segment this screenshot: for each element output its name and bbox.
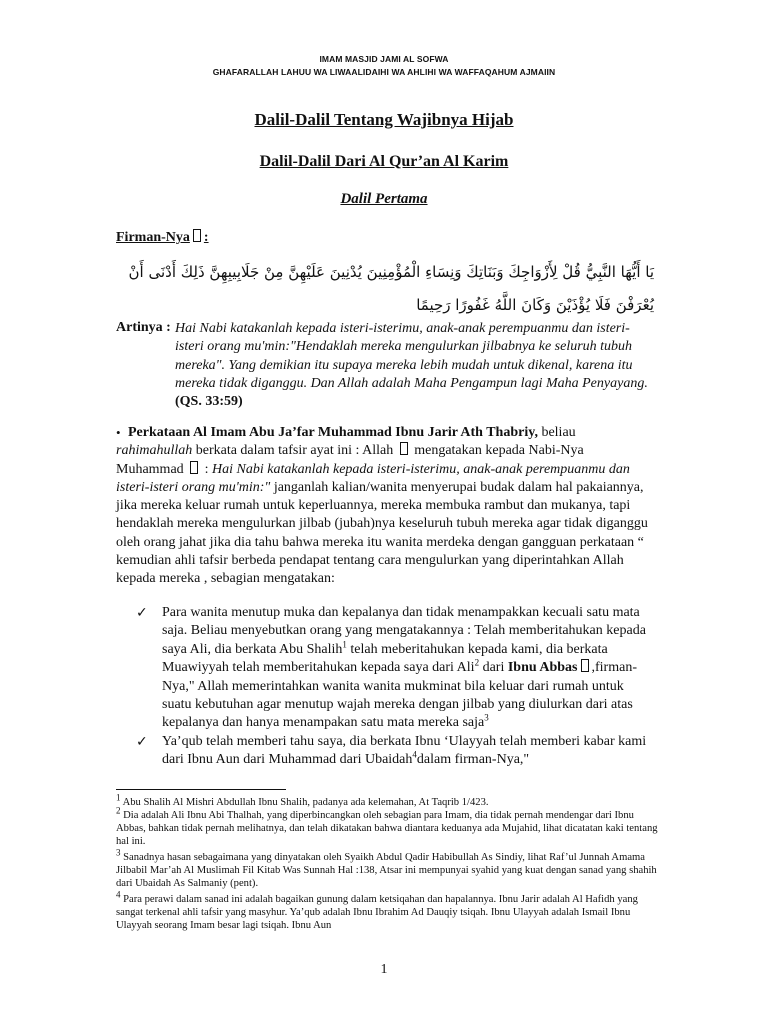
footnote-ref[interactable]: 4: [412, 749, 417, 760]
tafsir-paragraph: [116, 424, 654, 589]
missing-glyph-icon: [400, 442, 408, 455]
footnote-ref[interactable]: 1: [342, 639, 347, 650]
header-line-1: IMAM MASJID JAMI AL SOFWA: [319, 54, 449, 64]
footnote-1: [116, 792, 658, 809]
tafsir-text-1: beliau: [537, 425, 576, 440]
missing-glyph-icon: [581, 659, 589, 672]
tafsir-text-3: mengatakan kepada Nabi-Nya Muhammad: [116, 443, 584, 477]
section-title: Dalil Pertama: [340, 191, 428, 207]
footnote-divider: [116, 789, 286, 790]
item-text: Para wanita menutup muka dan kepalanya dan tidak menampakkan kecuali satu mata saja. Beliau menyebutkan orang yang mengatakannya : Telah memberitahukan kepada saya Ali, dia berkata Abu Shalih: [162, 605, 646, 657]
firman-label: [116, 229, 209, 246]
header-line-2: GHAFARALLAH LAHUU WA LIWAALIDAIHI WA AHLIHI WA WAFFAQAHUM AJMAIIN: [212, 67, 556, 77]
list-item: [136, 733, 656, 770]
missing-glyph-icon: [193, 229, 201, 242]
footnote-3: [116, 847, 658, 890]
item-text: telah meberitahukan kepada kami, dia berkata Muawiyyah telah memberitahukan kepada saya dari Ali: [162, 641, 608, 676]
missing-glyph-icon: [190, 461, 198, 474]
footnote-ref[interactable]: 3: [484, 712, 489, 723]
checkmark-icon: ✓: [136, 733, 148, 750]
item-text: dalam firman-Nya,": [416, 752, 530, 768]
item-text: dari: [479, 660, 508, 676]
checkmark-icon: ✓: [136, 605, 148, 621]
footnote-text: Dia adalah Ali Ibnu Abi Thalhah, yang diperbincangkan oleh sebagian para Imam, dia tidak pernah mendengar dari Ibnu Abbas, bahkan tidak pernah melihatnya, dan telah dikatakan bahwa diantara keduanya ada Mujahid, lihat dicatatan kaki tentang hal ini.: [116, 810, 658, 847]
footnote-number: 2: [116, 805, 121, 816]
ibnu-abbas-name: Ibnu Abbas: [507, 660, 578, 676]
footnote-4: [116, 889, 658, 932]
tafsir-text-4: :: [201, 461, 213, 477]
tafsir-quote: Hai Nabi katakanlah kepada isteri-isterimu, anak-anak perempuanmu dan isteri-isteri orang mu'min:": [116, 461, 630, 495]
footnote-text: Para perawi dalam sanad ini adalah bagaikan gunung dalam ketsiqahan dan hapalannya. Ibnu Jarir adalah Al Hafidh yang sangat terkenal ahli tafsir yang masyhur. Ya’qub adalah Ibnu Ibrahim Ad Dauqiy tsiqah. Ibnu Ulayyah adalah Ismail Ibnu Ulayyah seorang Imam besar lagi tsiqah. Ibnu Aun: [116, 894, 638, 931]
document-header: [0, 53, 768, 79]
footnote-number: 1: [116, 792, 121, 803]
footnote-text: Sanadnya hasan sebagaimana yang dinyatakan oleh Syaikh Abdul Qadir Habibullah As Sindiy, lihat Raf’ul Junnah Amama Jilbabil Mar’ah Al Muslimah Fil Kitab Was Sunnah Hal :138, Atsar ini mempunyai syahid yang kuat dengan sanad yang shahih dari Ubaidah As Salmaniy (pent).: [116, 852, 657, 889]
firman-text: Firman-Nya: [116, 230, 190, 245]
quran-reference: (QS. 33:59): [175, 394, 243, 410]
tafsir-text-2: berkata dalam tafsir ayat ini : Allah: [192, 443, 397, 459]
tafsir-rahimahullah: rahimahullah: [116, 443, 193, 459]
arabic-verse: يَا أَيُّهَا النَّبِيُّ قُلْ لِأَزْوَاجِكَ وَبَنَاتِكَ وَنِسَاءِ الْمُؤْمِنِينَ يُدْنِينَ عَلَيْهِنَّ مِنْ جَلَابِيبِهِنَّ ذَلِكَ أَدْنَى أَنْ يُعْرَفْنَ فَلَا يُؤْذَيْنَ وَكَانَ اللَّهُ غَفُورًا رَحِيمًا: [128, 263, 654, 314]
footnote-ref[interactable]: 2: [474, 657, 480, 668]
subtitle: Dalil-Dalil Dari Al Qur’an Al Karim: [259, 153, 509, 170]
firman-colon: :: [203, 230, 209, 245]
artinya-text: Hai Nabi katakanlah kepada isteri-isterimu, anak-anak perempuanmu dan isteri-isteri orang mu'min:"Hendaklah mereka mengulurkan jilbabnya ke seluruh tubuh mereka". Yang demikian itu supaya mereka lebih mudah untuk dikenal, karena itu mereka tidak diganggu. Dan Allah adalah Maha Pengampun lagi Maha Penyayang.: [175, 321, 648, 391]
page-number: 1: [380, 962, 388, 977]
artinya-translation: [175, 320, 655, 411]
item-text: Ya’qub telah memberi tahu saya, dia berkata Ibnu ‘Ulayyah telah memberi kabar kami dari Ibnu Aun dari Muhammad dari Ubaidah: [162, 733, 647, 768]
opinion-list: [136, 604, 656, 770]
list-item: [136, 604, 656, 733]
footnote-number: 4: [116, 889, 121, 900]
footnote-text: Abu Shalih Al Mishri Abdullah Ibnu Shalih, padanya ada kelemahan, At Taqrib 1/423.: [120, 797, 489, 808]
item-text: ,firman-Nya," Allah memerintahkan wanita wanita mukminat bila keluar dari rumah untuk suatu kebutuhan agar menutup wajah mereka dengan jilbab yang diulurkan dari atas kepalanya dan hanya menampakan satu mata mereka saja: [162, 660, 637, 731]
footnote-2: [116, 805, 658, 848]
tafsir-intro: Perkataan Al Imam Abu Ja’far Muhammad Ibnu Jarir Ath Thabriy,: [128, 425, 538, 440]
artinya-label: Artinya :: [116, 320, 171, 335]
main-title: Dalil-Dalil Tentang Wajibnya Hijab: [254, 110, 514, 129]
tafsir-text-5: janganlah kalian/wanita menyerupai budak dalam hal pakaiannya, jika mereka keluar rumah untuk keperluannya, mereka membuka rambut dan mukanya, tapi hendaklah mereka mengulurkan jilbab (jubah)nya keseluruh tubuh mereka agar tidak diganggu oleh orang jahat jika dia tahu bahwa mereka itu wanita merdeka dengan gangguan perkataan “ kemudian ahli tafsir berbeda pendapat tentang cara mengulurkan yang diperintahkan Allah kepada mereka , sebagian mengatakan:: [116, 479, 648, 587]
bullet-icon: •: [116, 425, 121, 440]
footnote-number: 3: [116, 847, 121, 858]
